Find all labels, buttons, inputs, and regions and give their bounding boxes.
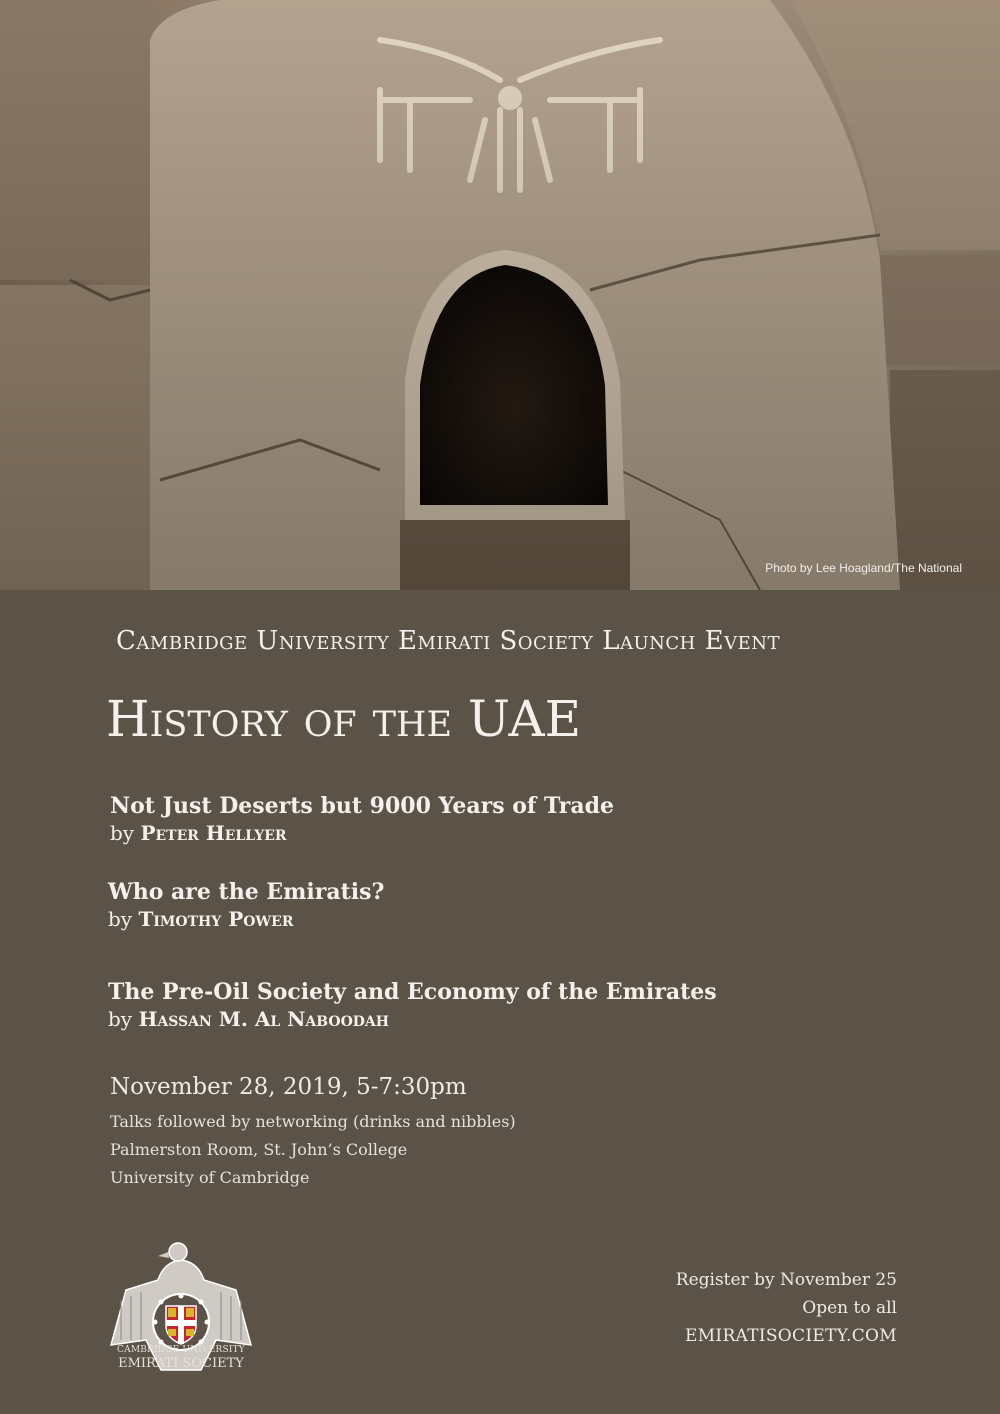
event-date: November 28, 2019, 5-7:30pm [110,1074,467,1100]
talk-item [108,978,717,1032]
register-deadline: Register by November 25 [675,1270,897,1290]
photo-credit: Photo by Lee Hoagland/The National [765,561,962,575]
talk-item [108,878,384,932]
by-label: by [108,907,133,931]
talk-speaker [108,906,384,932]
talk-title: The Pre-Oil Society and Economy of the Emirates [108,979,717,1005]
event-heading: Cambridge University Emirati Society Launch Event [116,626,780,656]
by-label: by [108,1007,133,1031]
website-link[interactable]: EMIRATISOCIETY.COM [685,1326,897,1346]
speaker-name: Timothy Power [138,907,294,931]
event-detail: Talks followed by networking (drinks and nibbles) [110,1112,516,1131]
speaker-name: Peter Hellyer [140,821,287,845]
stone-tomb-doorway-photo [0,0,1000,590]
event-location: University of Cambridge [110,1168,310,1187]
logo-line-2: EMIRATI SOCIETY [118,1356,244,1371]
logo-line-1: CAMBRIDGE UNIVERSITY [117,1345,245,1355]
event-venue: Palmerston Room, St. John’s College [110,1140,408,1159]
registration-info [676,1266,897,1350]
speaker-name: Hassan M. Al Naboodah [138,1007,390,1031]
page-title: History of the UAE [106,690,582,748]
talk-speaker [110,820,614,846]
talk-title: Who are the Emiratis? [108,879,385,905]
talk-title: Not Just Deserts but 9000 Years of Trade [110,793,615,819]
talk-item [110,792,614,846]
by-label: by [110,821,135,845]
talk-speaker [108,1006,717,1032]
header-photo [0,0,1000,590]
open-to-all: Open to all [802,1298,897,1318]
